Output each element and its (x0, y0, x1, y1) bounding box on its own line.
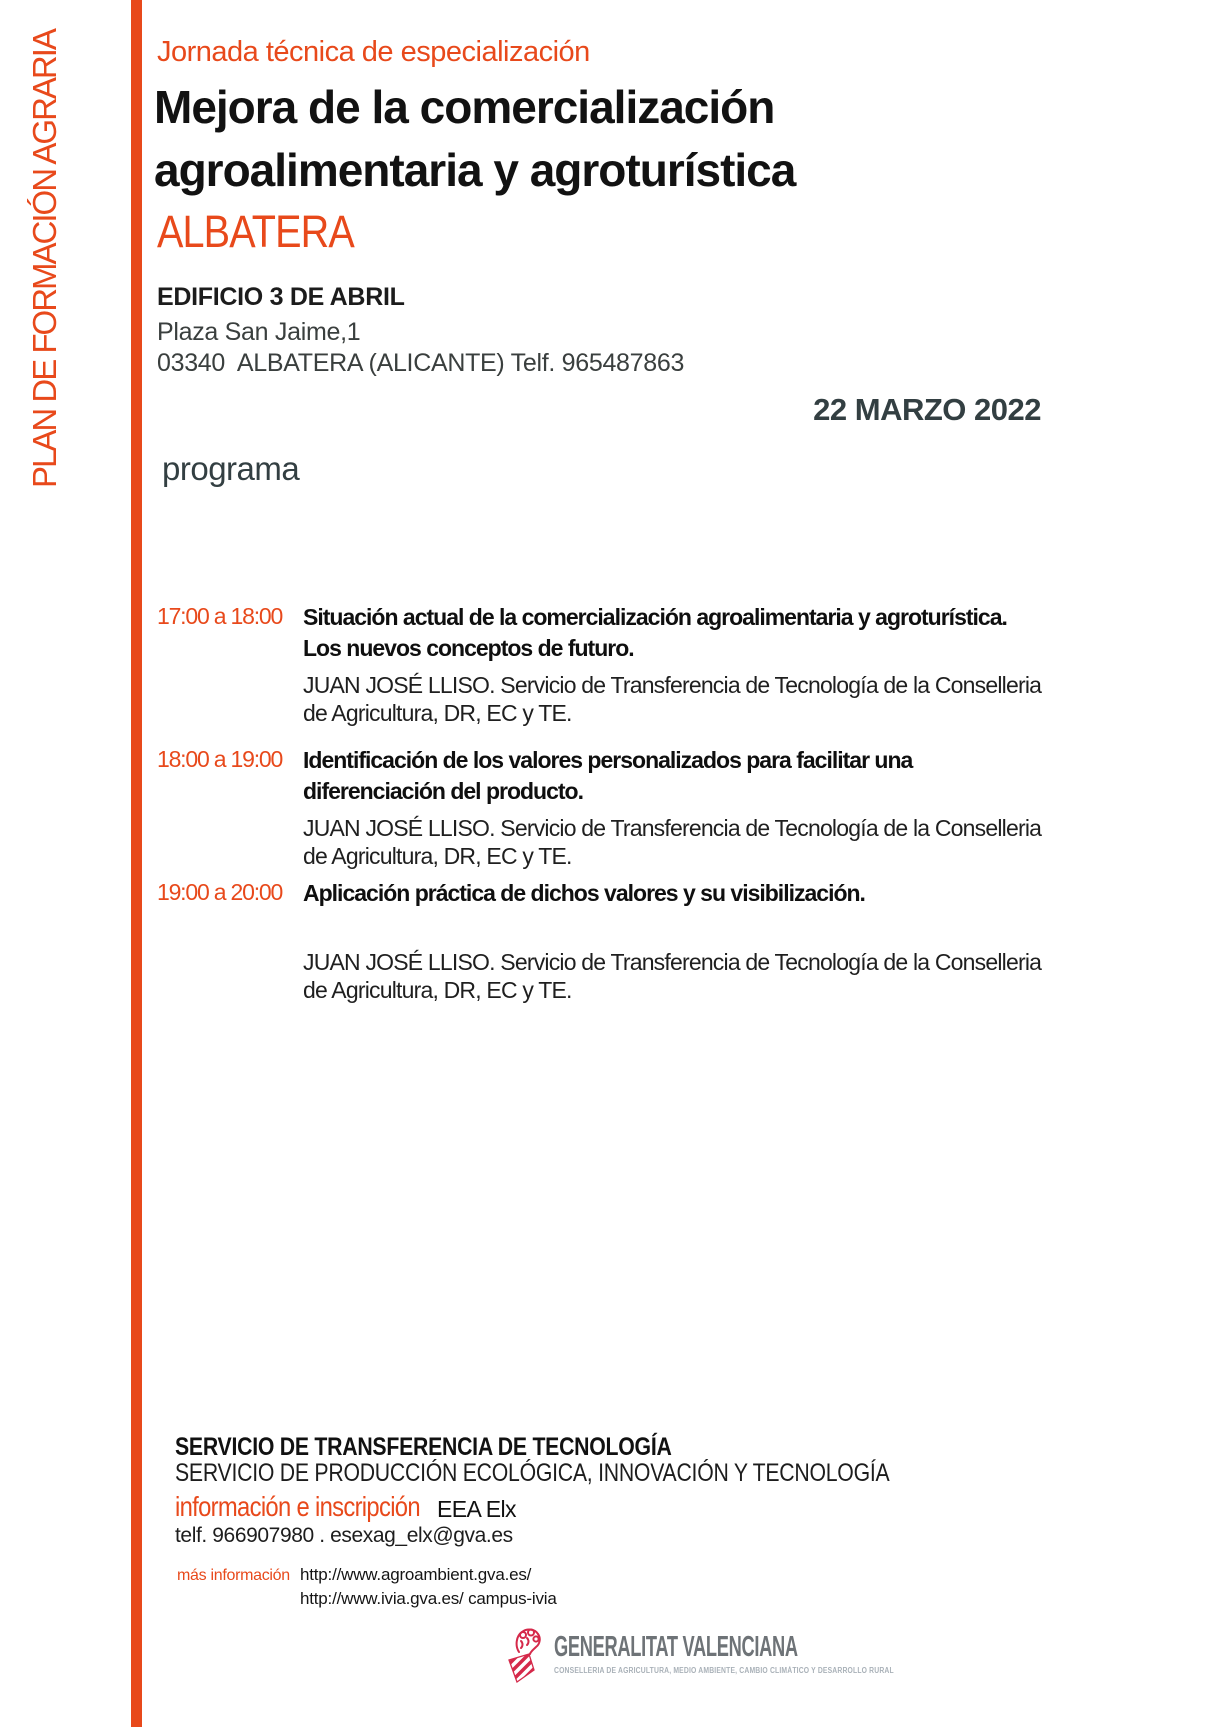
session-2-time: 18:00 a 19:00 (157, 746, 283, 772)
agroambient-link[interactable]: http://www.agroambient.gva.es/ (300, 1565, 532, 1584)
plan-formacion-agraria-vertical-label: PLAN DE FORMACIÓN AGRARIA (26, 30, 63, 488)
organizing-service-secondary: SERVICIO DE PRODUCCIÓN ECOLÓGICA, INNOVACIÓN Y TECNOLOGÍA (175, 1459, 890, 1487)
session-1-content (303, 602, 1049, 727)
location-name: ALBATERA (157, 206, 354, 257)
registration-info-value: EEA Elx (437, 1496, 516, 1522)
left-accent-bar (131, 0, 142, 1727)
session-3-time: 19:00 a 20:00 (157, 879, 283, 905)
program-session-2 (157, 745, 1049, 870)
session-3-content (303, 878, 1049, 1004)
session-1-title: Situación actual de la comercialización agroalimentaria y agroturística. Los nuevos conceptos de futuro. (303, 604, 1007, 661)
event-date: 22 MARZO 2022 (813, 392, 1041, 427)
contact-phone-email: telf. 966907980 . esexag_elx@gva.es (175, 1524, 513, 1547)
session-1-time: 17:00 a 18:00 (157, 603, 283, 629)
session-1-speaker: JUAN JOSÉ LLISO. Servicio de Transferencia de Tecnología de la Conselleria de Agricultura, DR, EC y TE. (303, 672, 1042, 726)
registration-info-label: información e inscripción (175, 1491, 420, 1522)
session-2-title: Identificación de los valores personalizados para facilitar una diferenciación del producto. (303, 747, 913, 804)
program-session-3 (157, 878, 1049, 1004)
event-type-heading: Jornada técnica de especialización (157, 36, 590, 68)
more-info-row (177, 1565, 557, 1609)
gva-logo-department: CONSELLERIA DE AGRICULTURA, MEDIO AMBIENTE, CAMBIO CLIMÁTICO Y DESARROLLO RURAL (554, 1666, 894, 1675)
registration-info-row (175, 1491, 875, 1525)
gva-logo-texts (554, 1626, 954, 1675)
ivia-campus-link[interactable]: http://www.ivia.gva.es/ campus-ivia (300, 1589, 557, 1608)
session-3-title: Aplicación práctica de dichos valores y su visibilización. (303, 880, 865, 906)
page-title-line1: Mejora de la comercialización (154, 81, 775, 133)
page-title (154, 76, 795, 202)
program-session-1 (157, 602, 1049, 727)
more-info-links (300, 1565, 557, 1609)
venue-name: EDIFICIO 3 DE ABRIL (157, 283, 405, 311)
venue-street-address: Plaza San Jaime,1 (157, 318, 361, 346)
venue-city-phone: 03340 ALBATERA (ALICANTE) Telf. 965487863 (157, 349, 685, 377)
generalitat-valenciana-logo (505, 1626, 954, 1684)
session-2-content (303, 745, 1049, 870)
organizing-service-primary: SERVICIO DE TRANSFERENCIA DE TECNOLOGÍA (175, 1433, 672, 1461)
session-3-speaker: JUAN JOSÉ LLISO. Servicio de Transferencia de Tecnología de la Conselleria de Agricultura, DR, EC y TE. (303, 949, 1042, 1003)
session-2-speaker: JUAN JOSÉ LLISO. Servicio de Transferencia de Tecnología de la Conselleria de Agricultura, DR, EC y TE. (303, 815, 1042, 869)
more-info-label: más información (177, 1567, 290, 1584)
page-title-line2: agroalimentaria y agroturística (154, 144, 796, 196)
program-section-heading: programa (162, 450, 300, 487)
gva-logo-name: GENERALITAT VALENCIANA (554, 1631, 798, 1663)
gva-crest-icon (505, 1626, 547, 1684)
